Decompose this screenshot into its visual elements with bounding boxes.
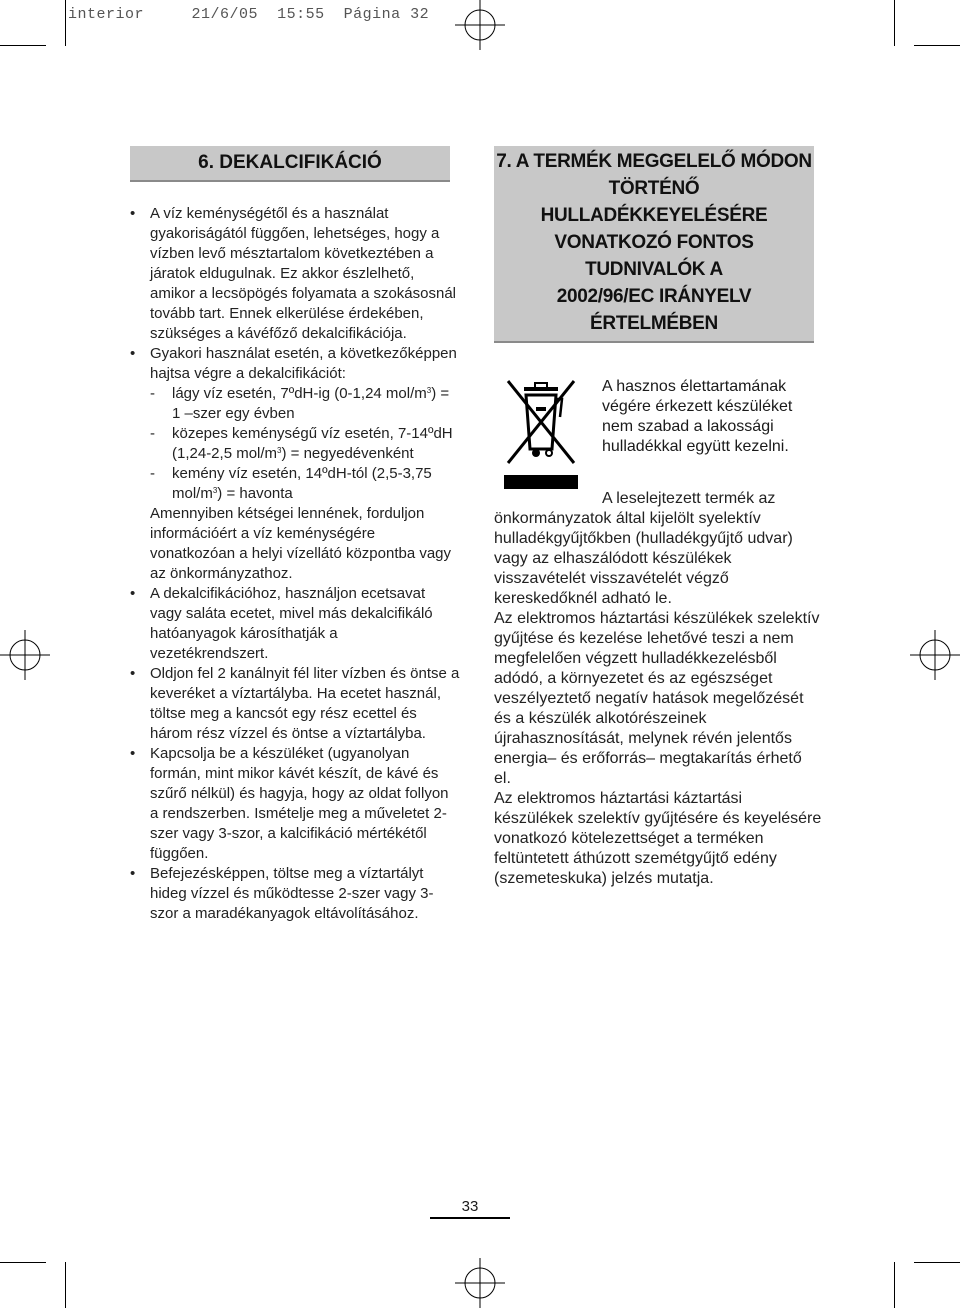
hardness-soft-text: lágy víz esetén, 7ºdH-ig (0-1,24 mol/m	[172, 385, 427, 402]
slug-file: interior	[68, 6, 145, 23]
descaling-list	[120, 204, 460, 924]
hardness-medium-freq: ) = negyedévenként	[281, 445, 414, 462]
dash: -	[150, 465, 155, 482]
list-item	[120, 664, 460, 744]
crop-mark-top-left-h	[0, 45, 46, 46]
registration-mark-left-icon	[0, 630, 50, 680]
bullet-icon: •	[130, 865, 136, 882]
dash: -	[150, 425, 155, 442]
slug-time: 15:55	[277, 6, 325, 23]
superscript: 3	[426, 386, 432, 395]
bullet-icon: •	[130, 665, 136, 682]
hardness-soft	[150, 384, 460, 424]
hardness-hard-freq: ) = havonta	[217, 485, 293, 502]
crop-mark-bottom-left-v	[65, 1262, 66, 1308]
superscript: 3	[277, 446, 282, 455]
bullet-text-6: Befejezésképpen, töltse meg a víztartályt hideg vízzel és működtesse 2-szer vagy 3-szor a maradékanyagok eltávolításához.	[150, 865, 434, 922]
bullet-text-5: Kapcsolja be a készüléket (ugyanolyan formán, mint mikor kávét készít, de kávé és szűrő nélkül) és hagyja, hogy az oldat follyon a rendszerben. Ismételje meg a műveletet 2-szer vagy 3-szor, a kalcifikáció mértékétől függően.	[150, 745, 449, 862]
crop-mark-top-right-v	[894, 0, 895, 46]
list-item	[120, 584, 460, 664]
descaling-heading: 6. DEKALCIFIKÁCIÓ	[130, 146, 450, 182]
crop-mark-top-right-h	[914, 45, 960, 46]
disposal-heading	[494, 146, 814, 343]
hardness-medium	[150, 424, 460, 464]
bullet-text-3: A dekalcifikációhoz, használjon ecetsavat vagy saláta ecetet, mivel más dekalcifikáló hatóanyagok károsíthatják a vezetékrendszert.	[150, 585, 433, 662]
crop-mark-top-left-v	[65, 0, 66, 46]
weee-block	[494, 377, 822, 475]
registration-mark-bottom-icon	[455, 1258, 505, 1308]
disposal-paragraph-1: A leselejtezett termék az önkormányzatok által kijelölt syelektív hulladékgyűjtőkben (hulladékgyűjtő udvar) vagy az elhaszálódott készülékek visszavételét visszavételét végző kereskedőknél adható le.	[494, 490, 793, 607]
slug-page: Página 32	[343, 6, 430, 23]
hardness-soft-freq: ) = 1 –szer egy évben	[172, 385, 450, 422]
descaling-section	[120, 146, 460, 924]
disposal-body	[494, 489, 822, 889]
page-number: 33	[430, 1198, 510, 1219]
bullet-text-1: A víz keménységétől és a használat gyakoriságától függően, lehetséges, hogy a vízben levő mésztartalom következtében a járatok eldugulnak. Ez akkor észlelhető, amikor a lecsöpögés folyamata a szokásosnál tovább tart. Ennek elkerülése érdekében, szükséges a kávéfőző dekalcifikációja.	[150, 205, 456, 342]
list-item	[120, 864, 460, 924]
bullet-icon: •	[130, 745, 136, 762]
bullet-icon: •	[130, 585, 136, 602]
registration-mark-right-icon	[910, 630, 960, 680]
disposal-heading-line-4: 2002/96/EC IRÁNYELV ÉRTELMÉBEN	[556, 286, 752, 334]
list-item	[120, 204, 460, 344]
hardness-hard-text: kemény víz esetén, 14ºdH-tól (2,5-3,75 mol/m	[172, 465, 432, 502]
disposal-paragraph-3: Az elektromos háztartási káztartási készülékek szelektív gyűjtésére és keyelésére vonatkozó kötelezettséget a terméken feltüntetett áthúzott szemétgyűjtő edény (szemeteskuka) jelzés mutatja.	[494, 790, 822, 887]
disposal-heading-line-1: 7. A TERMÉK MEGGELELŐ MÓDON	[496, 151, 812, 172]
list-item	[120, 344, 460, 584]
weee-side-text: A hasznos élettartamának végére érkezett készüléket nem szabad a lakossági hulladékkal együtt kezelni.	[602, 378, 793, 455]
bullet-icon: •	[130, 345, 136, 362]
crop-mark-bottom-right-h	[914, 1262, 960, 1263]
dash: -	[150, 385, 155, 402]
list-item	[120, 744, 460, 864]
registration-mark-top-icon	[455, 0, 505, 50]
disposal-heading-line-2: TÖRTÉNŐ HULLADÉKKEYELÉSÉRE	[540, 178, 768, 226]
slug-date: 21/6/05	[191, 6, 259, 23]
crop-mark-bottom-left-h	[0, 1262, 46, 1263]
disposal-section	[494, 146, 822, 889]
hardness-hard	[150, 464, 460, 504]
bullet-text-2-outro: Amennyiben kétségei lennének, forduljon információért a víz keménységére vonatkozóan a helyi vízellátó központba vagy az önkormányzathoz.	[150, 505, 452, 582]
crossed-out-wheelie-bin-icon	[500, 377, 580, 493]
crop-mark-bottom-right-v	[894, 1262, 895, 1308]
disposal-heading-line-3: VONATKOZÓ FONTOS TUDNIVALÓK A	[554, 232, 754, 280]
bullet-text-2-intro: Gyakori használat esetén, a következőképpen hajtsa végre a dekalcifikációt:	[150, 345, 457, 382]
bullet-text-4: Oldjon fel 2 kanálnyit fél liter vízben és öntse a keveréket a víztartályba. Ha ecetet használ, töltse meg a kancsót egy rész ecettel és három rész vízzel és öntse a víztartályba.	[150, 665, 460, 742]
disposal-paragraph-2: Az elektromos háztartási készülékek szelektív gyűjtése és kezelése lehetővé teszi a nem megfelelően végzett hulladékkezelésből adódó, a környezetet és az egészséget veszélyeztető negatív hatások megelőzését és a készülék alkotórészeinek újrahasznosítását, melynek révén jelentős energia– és erőforrás– megtakarítás érhető el.	[494, 610, 820, 787]
bullet-icon: •	[130, 205, 136, 222]
superscript: 3	[212, 486, 218, 495]
printer-slug	[68, 6, 429, 23]
hardness-medium-text: közepes keménységű víz esetén, 7-14ºdH (1,24-2,5 mol/m	[172, 425, 453, 462]
